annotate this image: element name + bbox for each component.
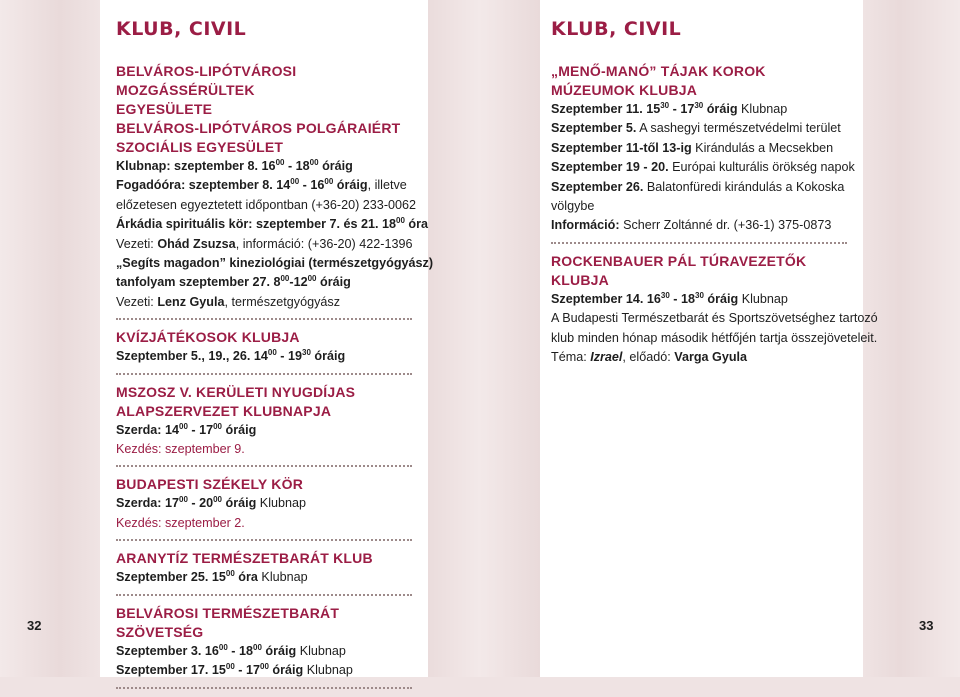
info-line: Szeptember 26. Balatonfüredi kirándulás a Kokoska: [551, 179, 845, 194]
info-line: „Segíts magadon” kineziológiai (természetgyógyász): [116, 256, 434, 271]
info-line: klub minden hónap második hétfőjén tartja összejöveteleit.: [551, 330, 878, 345]
info-line: Kezdés: szeptember 9.: [116, 442, 245, 457]
block-mozgassserultek: [116, 62, 434, 312]
info-line: Szeptember 25. $15^{00}$ óra Klubnap: [116, 569, 308, 585]
dotted-separator: [116, 687, 412, 689]
page-number-right: 33: [919, 618, 934, 633]
dotted-separator: [116, 373, 412, 375]
block-rockenbauer: [551, 252, 878, 368]
info-line: Szeptember 11. $15^{30} - 17^{30}$ óráig Klubnap: [551, 101, 788, 116]
block-belvarosi-termeszetbarat: [116, 604, 416, 681]
page-number-left: 32: [27, 618, 42, 633]
left-column: [116, 62, 434, 697]
info-line: előzetesen egyeztetett időpontban (+36-20) 233-0062: [116, 197, 417, 212]
info-line: Szeptember 5. A sashegyi természetvédelmi terület: [551, 121, 841, 136]
block-title: ALAPSZERVEZET KLUBNAPJA: [116, 402, 332, 419]
info-line: Szeptember 5., 19., 26. $14^{00} - 19^{30}$ óráig: [116, 348, 346, 364]
block-title: SZOCIÁLIS EGYESÜLET: [116, 139, 284, 155]
info-line: Fogadóóra: szeptember 8. $14^{00} - 16^{00}$ óráig, illetve: [116, 177, 407, 193]
block-title: ARANYTÍZ TERMÉSZETBARÁT KLUB: [116, 550, 373, 567]
right-section-heading: KLUB, CIVIL: [551, 18, 682, 40]
info-line: Kezdés: szeptember 2.: [116, 515, 245, 530]
block-title: MSZOSZ V. KERÜLETI NYUGDÍJAS: [116, 383, 356, 400]
block-mszosz: [116, 383, 416, 460]
block-kvizjatekosok: [116, 328, 416, 366]
block-title: BELVÁROSI TERMÉSZETBARÁT SZÖVETSÉG: [116, 604, 340, 640]
block-title: BELVÁROS-LIPÓTVÁROS POLGÁRAIÉRT: [116, 120, 401, 136]
info-line: Klubnap: szeptember 8. $16^{00} - 18^{00}$ óráig: [116, 158, 353, 173]
block-title: BELVÁROS-LIPÓTVÁROSI MOZGÁSSÉRÜLTEK: [116, 63, 297, 98]
info-line: Vezeti: Ohád Zsuzsa, információ: (+36-20) 422-1396: [116, 236, 413, 251]
info-line: tanfolyam szeptember 27. $8^{00}-12^{00}$ óráig: [116, 274, 351, 290]
info-line: Árkádia spirituális kör: szeptember 7. és 21. $18^{00}$ óra: [116, 216, 429, 232]
block-title: ROCKENBAUER PÁL TÚRAVEZETŐK KLUBJA: [551, 252, 807, 288]
info-line: Szeptember 11-től 13-ig Kirándulás a Mecsekben: [551, 140, 834, 155]
block-title: „MENŐ-MANÓ” TÁJAK KOROK MÚZEUMOK KLUBJA: [551, 63, 766, 98]
info-line: Információ: Scherr Zoltánné dr. (+36-1) 375-0873: [551, 218, 832, 233]
block-szekely-kor: [116, 475, 416, 533]
info-line: Téma: Izrael, előadó: Varga Gyula: [551, 350, 748, 365]
block-title: BUDAPESTI SZÉKELY KÖR: [116, 476, 304, 493]
info-line: Szeptember 17. $15^{00} - 17^{00}$ óráig Klubnap: [116, 662, 353, 678]
left-section-heading: KLUB, CIVIL: [116, 18, 247, 40]
block-meno-mano: [551, 62, 855, 236]
info-line: Szeptember 14. $16^{30} - 18^{30}$ óráig Klubnap: [551, 290, 788, 306]
dotted-separator: [116, 539, 412, 541]
info-line: Szerda: $14^{00} - 17^{00}$ óráig: [116, 421, 257, 437]
dotted-separator: [116, 318, 412, 320]
dotted-separator: [551, 242, 847, 244]
dotted-separator: [116, 594, 412, 596]
info-line: Vezeti: Lenz Gyula, természetgyógyász: [116, 294, 340, 309]
block-aranytiz: [116, 549, 416, 587]
info-line: Szerda: $17^{00} - 20^{00}$ óráig Klubnap: [116, 495, 307, 511]
info-line: Szeptember 3. $16^{00} - 18^{00}$ óráig Klubnap: [116, 642, 346, 658]
dotted-separator: [116, 465, 412, 467]
block-title: EGYESÜLETE: [116, 101, 213, 117]
block-title: KVÍZJÁTÉKOSOK KLUBJA: [116, 329, 300, 346]
right-column: [551, 62, 878, 367]
info-line: A Budapesti Természetbarát és Sportszövetséghez tartozó: [551, 311, 878, 326]
info-line: völgybe: [551, 199, 595, 214]
info-line: Szeptember 19 - 20. Európai kulturális örökség napok: [551, 160, 855, 175]
